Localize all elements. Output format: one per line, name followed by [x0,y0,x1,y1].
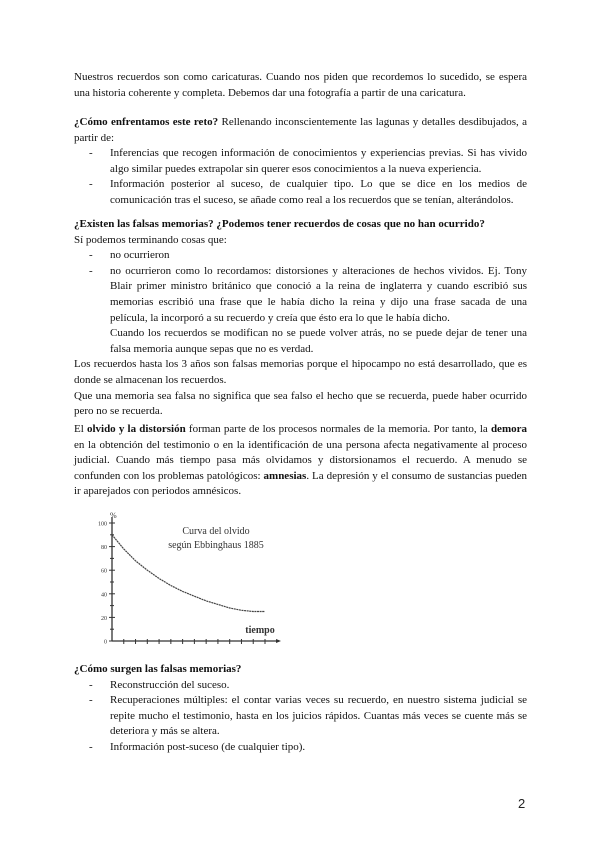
y-tick-label: 40 [101,592,107,599]
list-item: - Información posterior al suceso, de cualquier tipo. Lo que se dice en los medios de comunicación tras el suceso, se añade como real a los recuerdos que se tenían, alterándolos. [74,177,527,208]
reto-text: Rellenando inconscientemente las lagunas y detalles desdibujados, a partir de: [74,116,527,144]
falsas-indented: Cuando los recuerdos se modifican no se puede volver atrás, no se puede dejar de tener una falsa memoria aunque sepas que no es verdad. [110,327,527,355]
chart-title-line2: según Ebbinghaus 1885 [168,540,264,551]
falsas-lead: Sí podemos terminando cosas que: [74,233,227,246]
olvido-section [74,422,527,500]
list-item: - no ocurrieron como lo recordamos: distorsiones y alteraciones de hechos vividos. Ej. Tony Blair primer ministro británico que conoció a la reina de inglaterra y cuando escribió sus memorias escribió una frase que le había dicho la reina y dijo una frase sacada de una película, la incorporó a su recuerdo y creía que ésto era lo que le había dicho. [74,264,527,326]
page-number: 2 [518,796,526,811]
forgetting-curve-chart [88,508,288,653]
list-item: - Reconstrucción del suceso. [74,678,527,694]
reto-section [74,115,527,209]
reto-list [74,146,527,208]
falsas-heading-text: ¿Existen las falsas memorias? ¿Podemos tener recuerdos de cosas que no han ocurrido? [74,218,485,230]
olvido-text-3: en la obtención del testimonio o en la identificación de una persona afecta negativamente al proceso judicial. Cuando más tiempo pasa más olvidamos y distorsionamos el recuerdo. A menudo se confunden con los problemas patológicos: [74,438,527,482]
list-item: - Recuperaciones múltiples: el contar varias veces su recuerdo, en nuestro sistema judicial se repite mucho el testimonio, hasta en los juicios rápidos. Cuantas más veces se cuente más se deteriora y más se altera. [74,693,527,740]
intro-paragraph [74,70,527,101]
y-tick-label: 20 [101,615,107,622]
olvido-paragraph [74,422,527,500]
list-item: - no ocurrieron [74,248,527,264]
y-tick-label: 60 [101,568,107,575]
falsas-list [74,248,527,326]
olvido-text-2: forman parte de los procesos normales de la memoria. Por tanto, la [185,423,491,435]
list-item: - Inferencias que recogen información de conocimientos y experiencias previas. Si has vivido algo similar puedes extrapolar sin querer esos conocimientos a la nueva experiencia. [74,146,527,177]
falsas-p1: Los recuerdos hasta los 3 años son falsas memorias porque el hipocampo no está desarrollado, que es donde se almacenan los recuerdos. [74,358,527,386]
reto-question: ¿Cómo enfrentamos este reto? [74,116,219,128]
y-tick-label: 80 [101,545,107,552]
y-tick-label: 0 [104,639,107,646]
y-tick-label: 100 [98,521,107,528]
olvido-text-4: . La depresión y el consumo de sustancias pueden ir aparejados con periodos amnésicos. [74,469,527,498]
olvido-bold-2: demora [490,423,527,435]
falsas-p2: Que una memoria sea falsa no significa que sea falso el hecho que se recuerda, puede haber ocurrido pero no se recuerda. [74,389,527,418]
intro-text: Nuestros recuerdos son como caricaturas. Cuando nos piden que recordemos lo sucedido, se espera una historia coherente y completa. Debemos dar una fotografía a partir de una caricatura. [74,71,527,99]
olvido-bold-1: olvido y la distorsión [86,423,186,435]
x-axis-label: tiempo [245,625,275,636]
y-axis-label: % [110,511,117,520]
chart-title-line1: Curva del olvido [182,526,250,537]
falsas-heading [74,217,527,233]
olvido-bold-3: amnesias [263,469,307,482]
olvido-text-1: El [74,423,87,435]
surgen-heading [74,662,527,678]
falsas-section [74,217,527,420]
surgen-heading-text: ¿Cómo surgen las falsas memorias? [74,663,242,675]
x-axis-arrow [276,639,281,643]
surgen-section [74,662,527,756]
reto-paragraph [74,115,527,146]
list-item: - Información post-suceso (de cualquier tipo). [74,740,527,756]
surgen-list [74,678,527,756]
